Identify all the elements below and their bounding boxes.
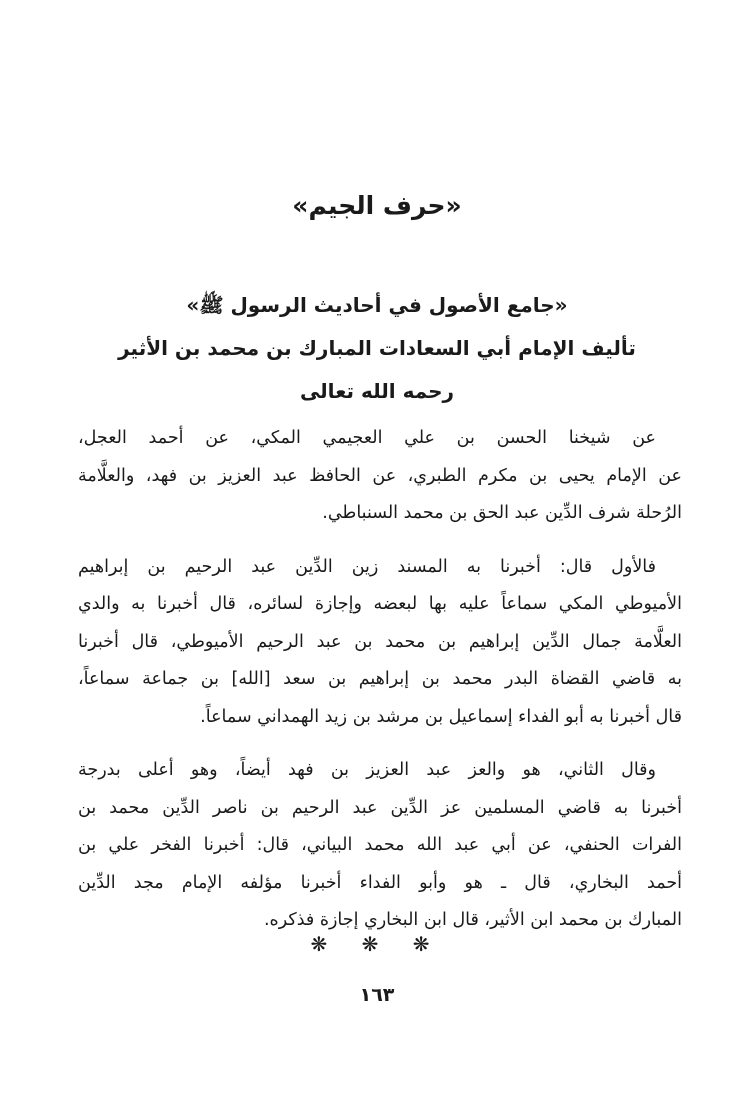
paragraph-3 bbox=[78, 752, 682, 940]
page-number: ١٦٣ bbox=[359, 984, 395, 1006]
paragraph-1 bbox=[78, 420, 682, 533]
text-line: وقال الثاني، هو والعز عبد العزيز بن فهد أيضاً، وهو أعلى بدرجة bbox=[78, 760, 656, 780]
text-line: به قاضي القضاة البدر محمد بن إبراهيم بن سعد [الله] بن جماعة سماعاً، bbox=[78, 669, 682, 689]
book-author: تأليف الإمام أبي السعادات المبارك بن محمد بن الأثير bbox=[118, 336, 636, 360]
text-line: أحمد البخاري، قال ـ هو وأبو الفداء أخبرنا مؤلفه الإمام مجد الدِّين bbox=[78, 872, 682, 893]
book-blessing: رحمه الله تعالى bbox=[299, 379, 455, 403]
text-line: عن شيخنا الحسن بن علي العجيمي المكي، عن أحمد العجل، bbox=[78, 428, 656, 448]
book-heading bbox=[70, 284, 684, 413]
text-line: الفرات الحنفي، عن أبي عبد الله محمد البياني، قال: أخبرنا الفخر علي بن bbox=[78, 835, 682, 855]
paragraph-2 bbox=[78, 549, 682, 737]
chapter-title: «حرف الجيم» bbox=[292, 191, 462, 220]
book-title: «جامع الأصول في أحاديث الرسول ﷺ» bbox=[186, 293, 568, 317]
text-line: الرُحلة شرف الدِّين عبد الحق بن محمد السنباطي. bbox=[322, 503, 682, 523]
text-line: أخبرنا به قاضي المسلمين عز الدِّين عبد الرحيم بن ناصر الدِّين محمد بن bbox=[78, 797, 682, 818]
section-separator: ❋ ❋ ❋ bbox=[310, 932, 444, 956]
text-line: المبارك بن محمد ابن الأثير، قال ابن البخاري إجازة فذكره. bbox=[263, 910, 682, 930]
text-line: عن الإمام يحيى بن مكرم الطبري، عن الحافظ عبد العزيز بن فهد، والعلَّامة bbox=[78, 465, 682, 486]
text-line: فالأول قال: أخبرنا به المسند زين الدِّين عبد الرحيم بن إبراهيم bbox=[78, 556, 656, 577]
text-line: الأميوطي المكي سماعاً عليه بها لبعضه وإجازة لسائره، قال أخبرنا به والدي bbox=[78, 594, 682, 614]
text-line: قال أخبرنا به أبو الفداء إسماعيل بن مرشد بن زيد الهمداني سماعاً. bbox=[200, 706, 682, 727]
body-text bbox=[78, 420, 682, 956]
text-line: العلَّامة جمال الدِّين إبراهيم بن محمد بن عبد الرحيم الأميوطي، قال أخبرنا bbox=[78, 631, 682, 652]
